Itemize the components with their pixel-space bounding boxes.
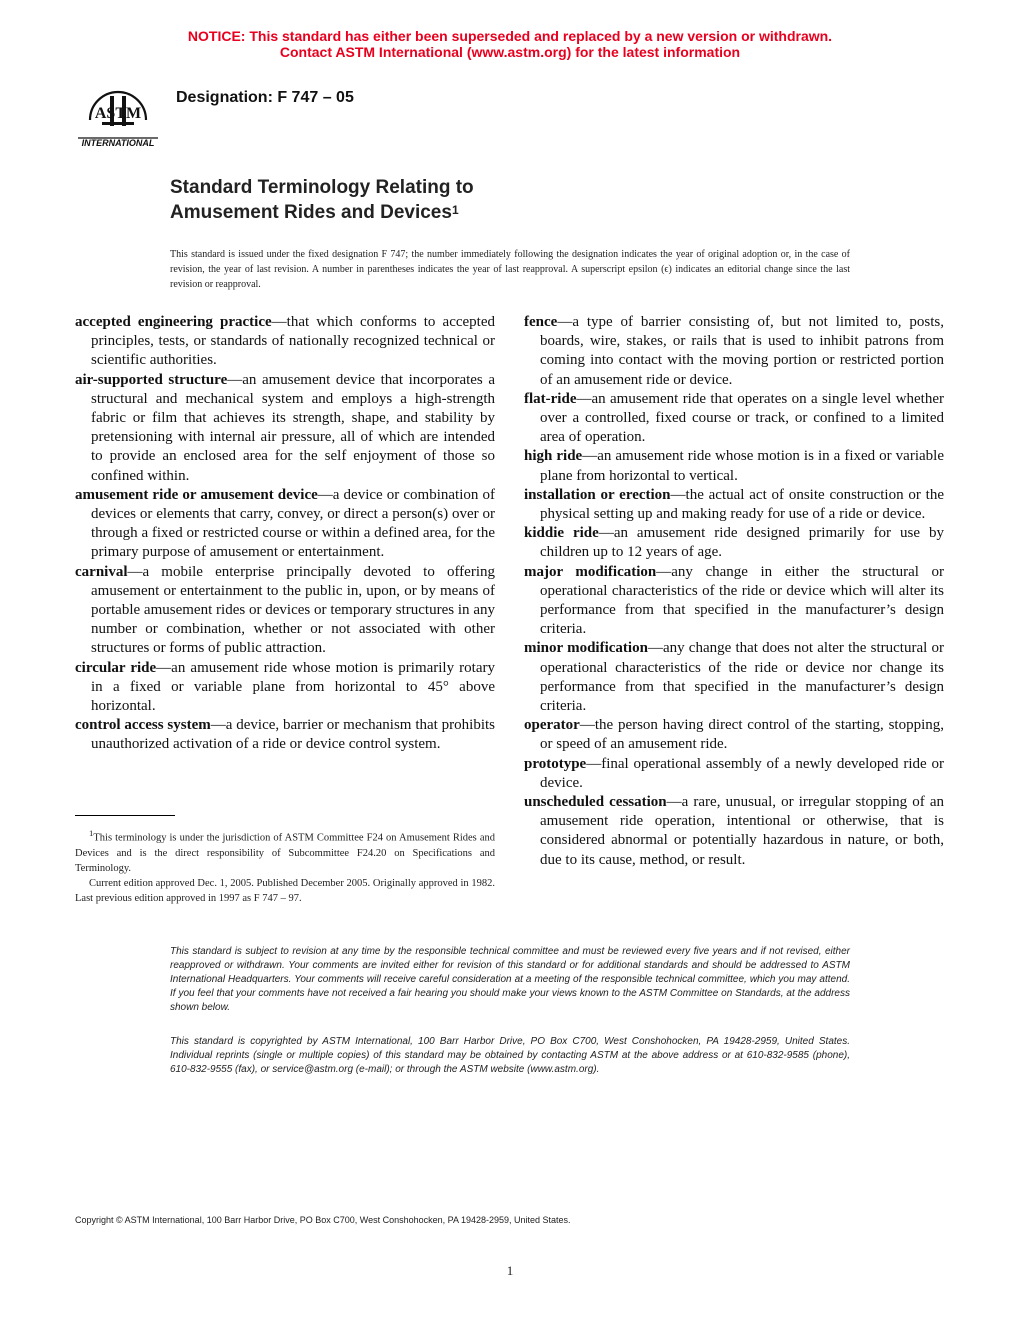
term-entry [524,563,944,640]
revision-boilerplate: This standard is subject to revision at any time by the responsible technical committee and must be reviewed every five years and if not revised, either reapproved or withdrawn. Your comments are invited either for revision of this standard or for additional standards and should be addressed to ASTM International Headquarters. Your comments will receive careful consideration at a meeting of the responsible technical committee, which you may attend. If you feel that your comments have not received a fair hearing you should make your views known to the ASTM Committee on Standards, at the address shown below. [170,946,850,1013]
term-name: operator [524,717,580,734]
withdrawn-notice-line-2: Contact ASTM International (www.astm.org) for the latest information [279,44,741,60]
term-definition: —a device or combination of devices or elements that carry, convey, or direct a person(s) over or through a fixed or restricted course or within a defined area, for the primary purpose of amusement or entertainment. [91,486,495,561]
term-name: unscheduled cessation [524,794,667,811]
footnote-paragraph-2: Current edition approved Dec. 1, 2005. Published December 2005. Originally approved in 1982. Last previous edition approved in 1997 as F 747 – 97. [75,877,495,904]
footnote-rule [75,815,175,816]
logo-text: ASTM [94,105,142,122]
term-definition: —an amusement ride whose motion is primarily rotary in a fixed or variable plane from horizontal to 45° above horizontal. [91,659,495,715]
term-entry [524,313,944,390]
term-entry [524,390,944,448]
term-definition: —a type of barrier consisting of, but not limited to, posts, boards, wire, stakes, or rails that is used to inhibit patrons from coming into contact with the moving portion or restricted portion of an amusement ride or device. [540,314,944,388]
term-entry [75,563,495,659]
title-line-2 [170,200,474,225]
term-name: amusement ride or amusement device [75,486,318,503]
term-definition: —an amusement ride that operates on a single level whether over a controlled, fixed course or track, or confined to a limited area of operation. [540,390,944,446]
term-entry [524,447,944,485]
term-entry [75,486,495,563]
term-name: prototype [524,755,587,772]
term-entry [524,639,944,716]
term-name: minor modification [524,640,648,657]
withdrawn-notice-line-1: NOTICE: This standard has either been superseded and replaced by a new version or withdrawn. [187,28,833,44]
term-entry [524,524,944,562]
copyright-line: Copyright © ASTM International, 100 Barr Harbor Drive, PO Box C700, West Conshohocken, PA 19428-2959, United States. [75,1215,571,1225]
title-footnote-ref: 1 [451,203,459,217]
term-definition: —a rare, unusual, or irregular stopping of an amusement ride operation, intentional or otherwise, that is considered abnormal or potentially hazardous in nature, or both, due to its cause, method, or result. [540,794,944,868]
designation: Designation: F 747 – 05 [176,89,354,106]
term-name: air-supported structure [75,371,228,388]
term-entry [524,486,944,524]
terms-right-column [524,313,944,870]
term-name: major modification [524,563,657,580]
term-definition: —that which conforms to accepted principles, tests, or standards of nationally recognized technical or scientific authorities. [91,314,495,369]
copyright-boilerplate: This standard is copyrighted by ASTM International, 100 Barr Harbor Drive, PO Box C700, West Conshohocken, PA 19428-2959, United States. Individual reprints (single or multiple copies) of this standard may be obtained by contacting ASTM at the above address or at 610-832-9585 (phone), 610-832-9555 (fax), or service@astm.org (e-mail); or through the ASTM website (www.astm.org). [170,1036,850,1075]
term-name: flat-ride [524,390,577,407]
term-entry [524,716,944,754]
term-definition: —an amusement ride whose motion is in a fixed or variable plane from horizontal to vertical. [540,448,944,484]
term-entry [75,659,495,717]
terms-left-column [75,313,495,755]
term-entry [524,793,944,870]
footnote-text-1: This terminology is under the jurisdiction of ASTM Committee F24 on Amusement Rides and Devices and is the direct responsibility of Subcommittee F24.20 on Specifications and Terminology. [75,832,495,874]
term-definition: —any change that does not alter the structural or operational characteristics of the ride or device nor change its performance from that specified in the manufacturer’s design criteria. [540,640,944,715]
term-name: installation or erection [524,486,671,503]
term-name: fence [524,314,558,330]
term-definition: —a device, barrier or mechanism that prohibits unauthorized activation of a ride or device control system. [91,717,495,753]
term-definition: —any change in either the structural or operational characteristics of the ride or device which will alter its performance from that specified in the manufacturer’s design criteria. [540,563,944,638]
footnote-paragraph-1 [75,826,495,876]
term-definition: —an amusement ride designed primarily for use by children up to 12 years of age. [540,525,944,561]
title-line-2-text: Amusement Rides and Devices [170,202,452,223]
issued-note: This standard is issued under the fixed designation F 747; the number immediately following the designation indicates the year of original adoption or, in the case of revision, the year of last revision. A number in parentheses indicates the year of last reapproval. A superscript epsilon (ϵ) indicates an editorial change since the last revision or reapproval. [170,249,850,290]
title-line-1: Standard Terminology Relating to [170,177,474,198]
term-name: accepted engineering practice [75,314,272,330]
astm-logo [72,78,164,150]
term-entry [524,755,944,793]
term-name: control access system [75,717,211,734]
page-number: 1 [506,1263,514,1278]
term-definition: —final operational assembly of a newly developed ride or device. [540,755,944,791]
term-definition: —an amusement device that incorporates a structural and mechanical system and employs a high-strength fabric or film that achieves its strength, shape, and stability by pretensioning with internal air pressure, all of which are intended to provide an enclosed area for the self enjoyment of those so confined within. [91,371,495,484]
document-title [170,175,474,225]
term-name: carnival [75,563,128,580]
term-entry [75,313,495,371]
term-name: kiddie ride [524,525,599,542]
term-definition: —the person having direct control of the starting, stopping, or speed of an amusement ride. [540,717,944,753]
term-definition: —the actual act of onsite construction or the physical setting up and making ready for use of a ride or device. [540,486,944,523]
term-entry [75,371,495,486]
term-entry [75,716,495,754]
logo-subtext: INTERNATIONAL [81,138,155,148]
footnote [75,826,495,906]
footnote-marker: 1 [89,828,94,838]
term-definition: —a mobile enterprise principally devoted to offering amusement or entertainment to the public in, upon, or by means of portable amusement rides or devices or temporary structures in any number or combination, whether or not associated with other structures or forms of public attraction. [91,563,495,657]
term-name: high ride [524,448,583,465]
term-name: circular ride [75,659,157,676]
